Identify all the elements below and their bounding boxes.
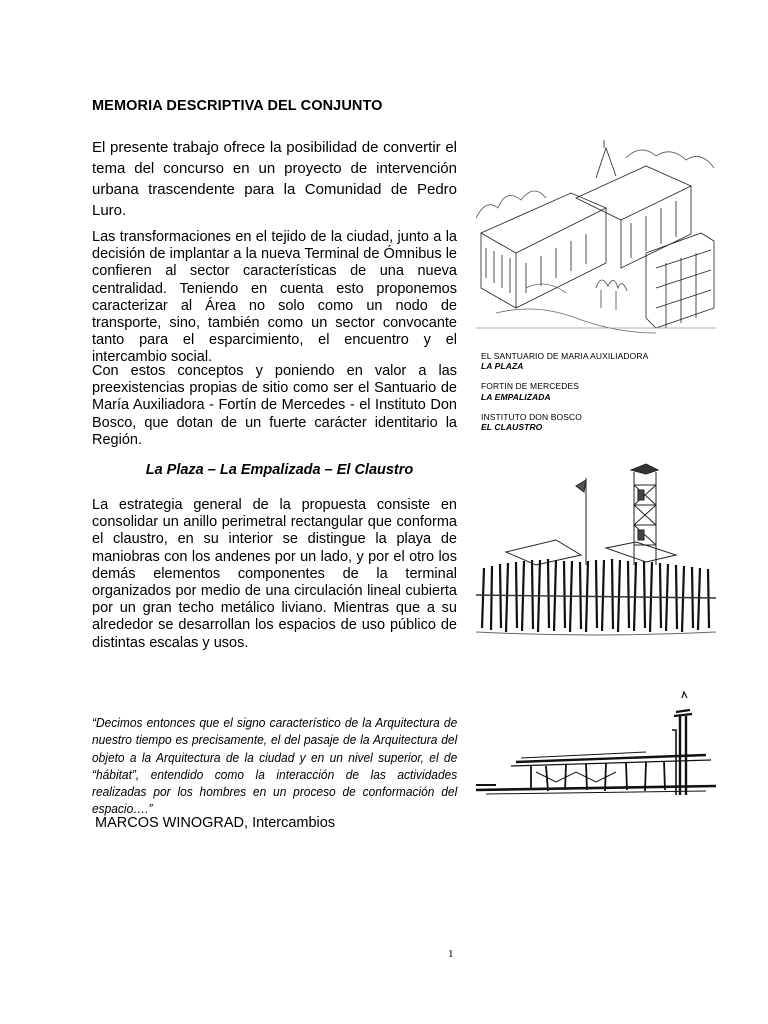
caption-group-claustro [481, 412, 711, 432]
terminal-roof-sketch [476, 690, 716, 810]
caption-name: EL SANTUARIO DE MARIA AUXILIADORA [481, 351, 649, 361]
caption-sub: EL CLAUSTRO [481, 422, 543, 433]
concepts-paragraph: Con estos conceptos y poniendo en valor a las preexistencias propias de sitio como ser el Santuario de María Auxiliadora - Fortín de Mercedes - el Instituto Don Bosco, que dotan de un fuerte carácter identitario la Región. [92, 363, 457, 448]
sketch-captions [481, 351, 711, 442]
fort-palisade-sketch [476, 460, 716, 640]
caption-group-plaza [481, 351, 711, 371]
intro-paragraph: El presente trabajo ofrece la posibilidad de convertir el tema del concurso en un proyecto de intervención urbana trascendente para la Comunidad de Pedro Luro. [92, 139, 457, 219]
strategy-paragraph: La estrategia general de la propuesta consiste en consolidar un anillo perimetral rectangular que conforma el claustro, en su interior se distingue la playa de maniobras con los andenes por un lado, y por el otro los demás elementos componentes de la terminal organizados por medio de una circulación lineal cubierta por un gran techo metálico liviano. Mientras que a su alrededor se desarrollan los espacios de uso público de distintas escalas y usos. [92, 497, 457, 651]
sanctuary-aerial-sketch [476, 138, 716, 338]
transformations-paragraph: Las transformaciones en el tejido de la ciudad, junto a la decisión de implantar a la nueva Terminal de Ómnibus le confieren al sector características de una nueva centralidad. Teniendo en cuenta esto proponemos caracterizar al Área no solo como un nodo de transporte, sino, también como un sector convocante tanto para el esparcimiento, el encuentro y el intercambio social. [92, 229, 457, 366]
caption-group-empalizada [481, 381, 711, 401]
quote-author: MARCOS WINOGRAD, Intercambios [95, 815, 336, 831]
caption-sub: LA EMPALIZADA [481, 391, 551, 402]
page-number: 1 [448, 948, 454, 960]
caption-name: FORTIN DE MERCEDES [481, 381, 579, 392]
section-subtitle: La Plaza – La Empalizada – El Claustro [145, 462, 414, 478]
caption-name: INSTITUTO DON BOSCO [481, 411, 582, 422]
quote-text: “Decimos entonces que el signo característico de la Arquitectura de nuestro tiempo es precisamente, el del pasaje de la Arquitectura del objeto a la Arquitectura de la ciudad y en un nivel superior, el de “hábitat”, entendido como la interacción de las actividades realizadas por los hombres en un proceso de conformación del espacio….” [92, 715, 458, 817]
page-title: MEMORIA DESCRIPTIVA DEL CONJUNTO [92, 98, 383, 114]
caption-sub: LA PLAZA [481, 361, 524, 372]
